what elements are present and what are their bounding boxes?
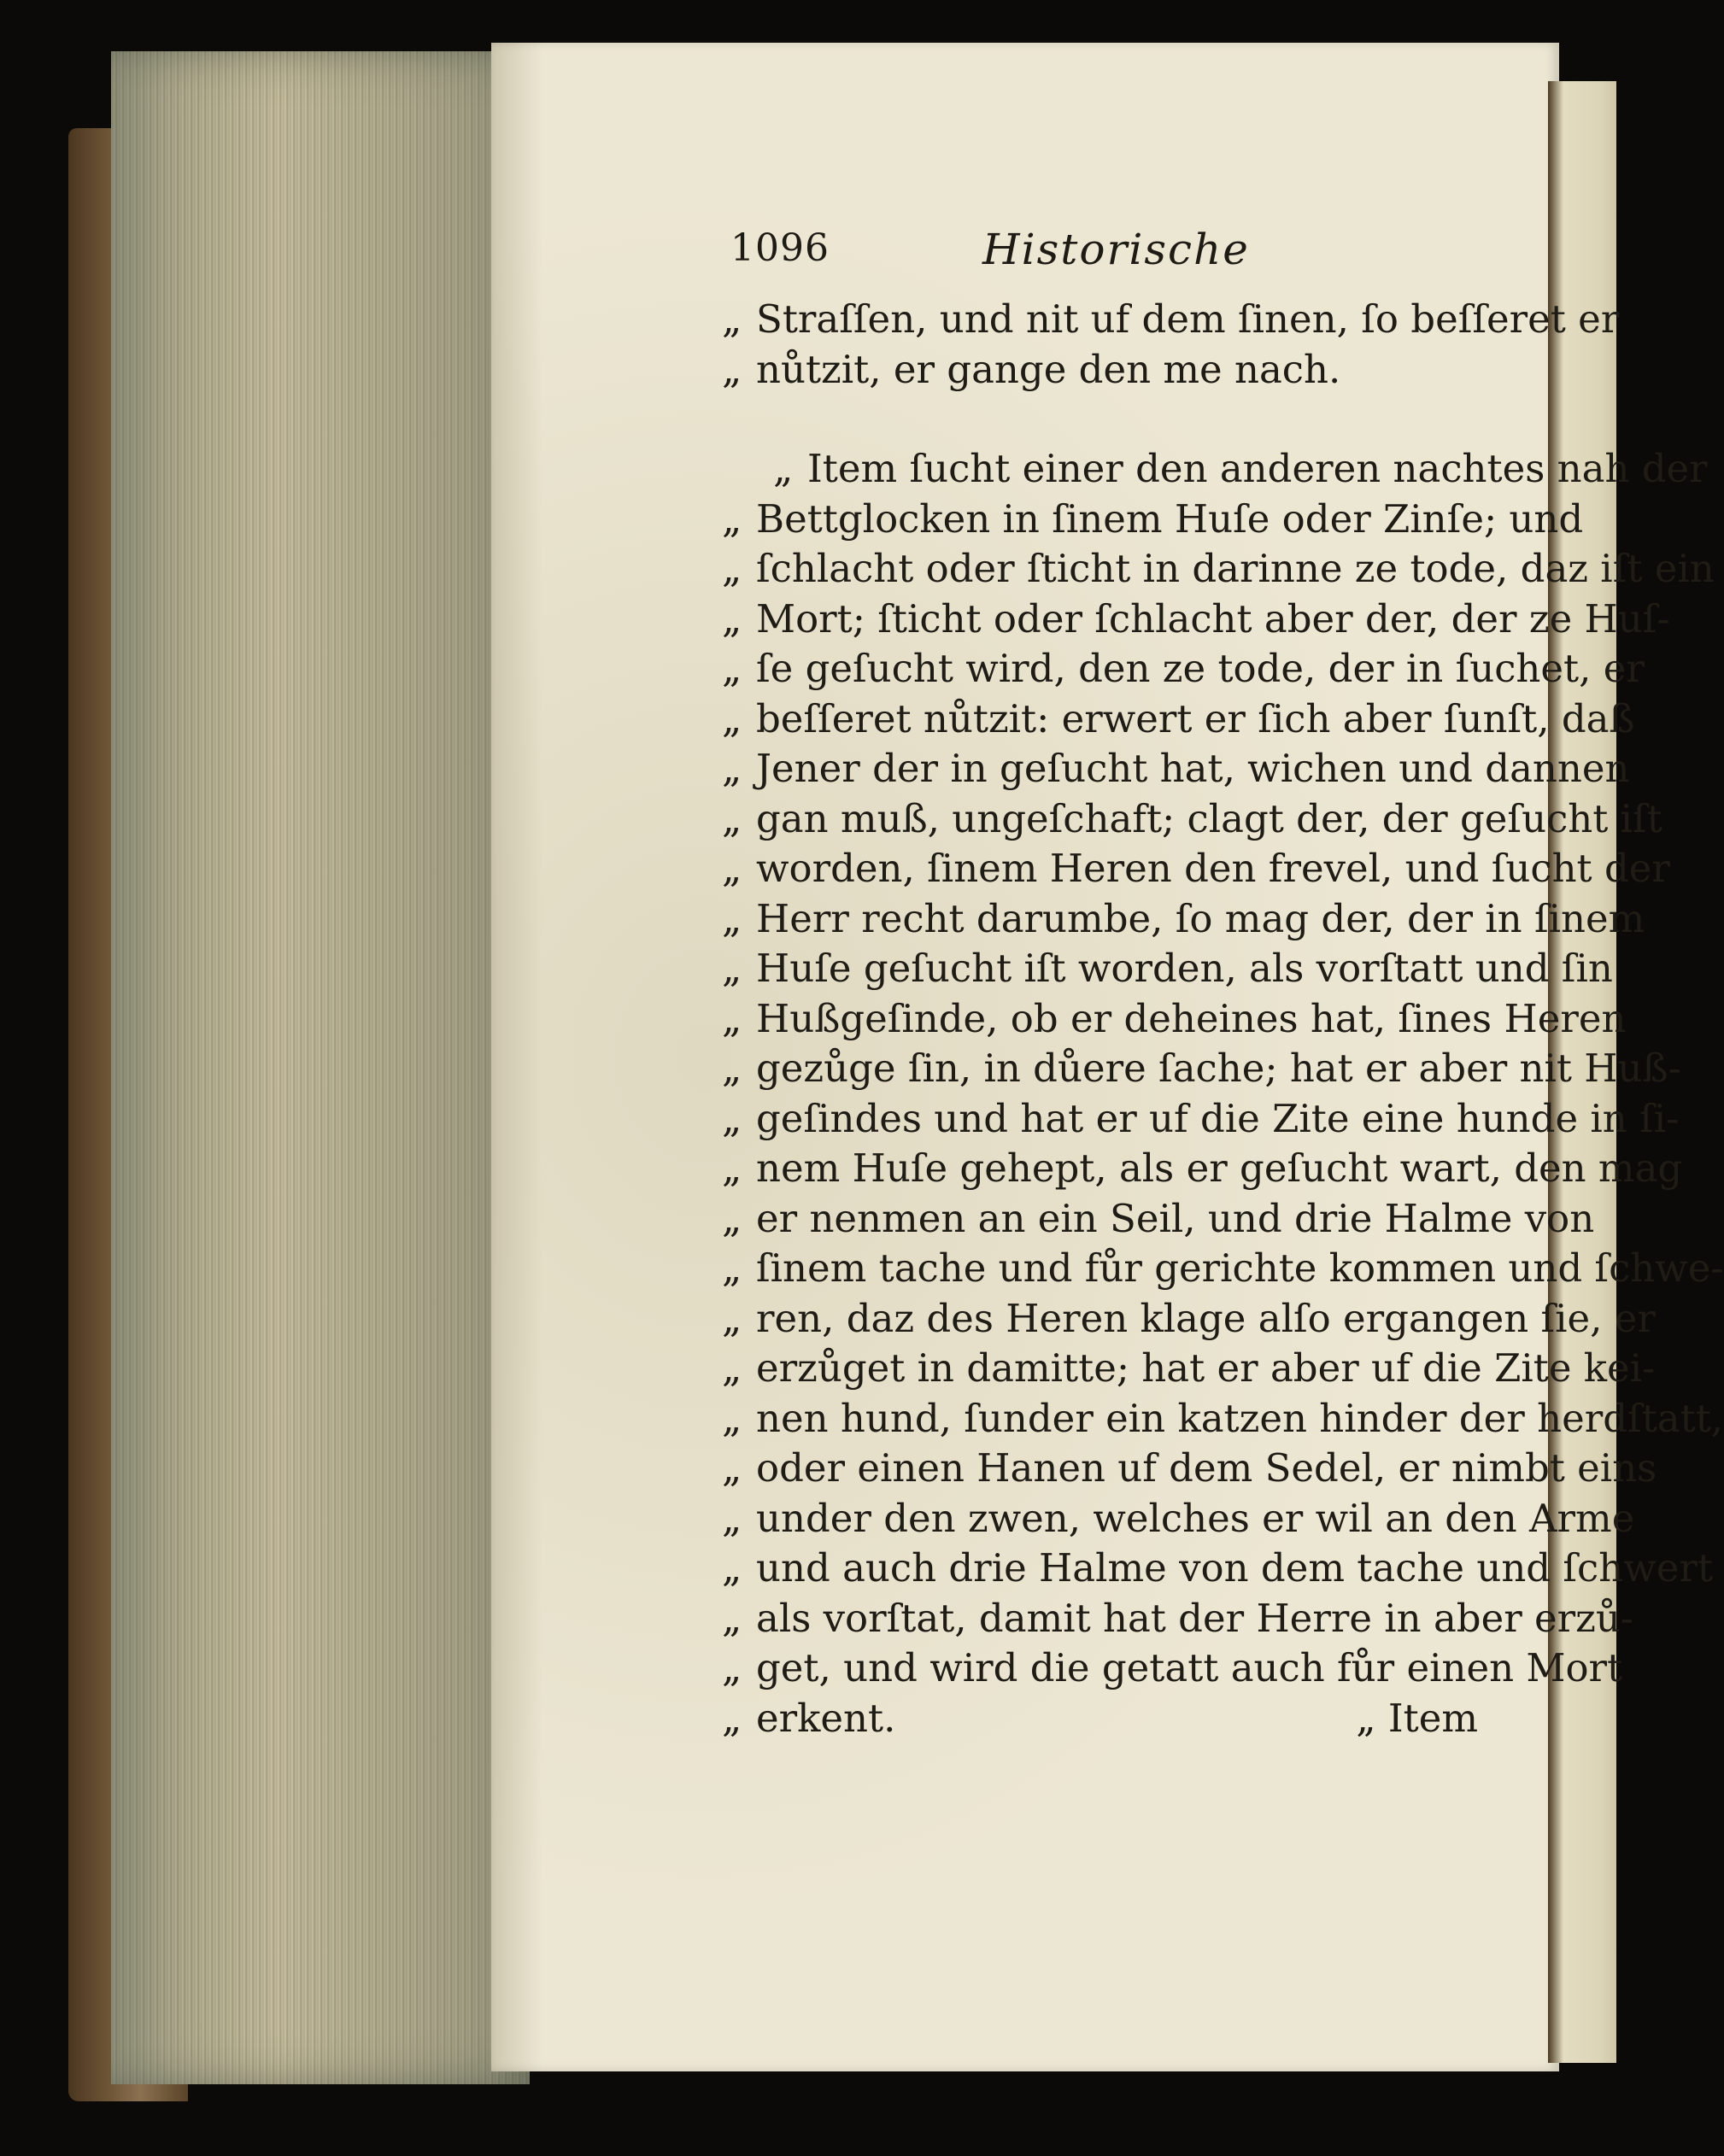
line-text: beſſeret nůtzit: erwert er ſich aber ſunſt, daß (756, 695, 1635, 741)
line-text: Mort; ſticht oder ſchlacht aber der, der ze Huſ- (756, 595, 1670, 642)
page-header (730, 226, 1499, 286)
line-text: ren, daz des Heren klage alſo ergangen ſie, er (756, 1295, 1656, 1341)
quote-mark: „ (722, 1295, 742, 1341)
line-text: nen hund, ſunder ein katzen hinder der herdſtatt, (756, 1395, 1724, 1441)
text-line (722, 595, 1670, 645)
line-text: geſindes und hat er uf die Zite eine hunde in ſi- (756, 1095, 1680, 1141)
text-line (722, 944, 1613, 994)
text-line (722, 444, 1708, 495)
line-text: Hußgeſinde, ob er deheines hat, ſines Heren (756, 995, 1627, 1041)
text-line (722, 694, 1635, 745)
line-text: erkent. (756, 1695, 896, 1741)
line-text: und auch drie Halme von dem tache und ſchwert (756, 1545, 1713, 1591)
quote-mark: „ (722, 1245, 742, 1291)
text-line (722, 1444, 1657, 1494)
quote-mark: „ (722, 1545, 742, 1591)
quote-mark: „ (722, 846, 742, 891)
text-line (722, 744, 1630, 794)
text-line (722, 544, 1715, 595)
text-line (722, 1643, 1623, 1694)
text-line (722, 1294, 1656, 1345)
quote-mark: „ (722, 1345, 742, 1391)
text-line (722, 345, 1551, 395)
quote-mark: „ (722, 595, 742, 642)
line-text: Bettglocken in ſinem Huſe oder Zinſe; und (756, 495, 1584, 542)
line-text: ſchlacht oder ſticht in darinne ze tode, daz iſt ein (756, 546, 1715, 591)
quote-mark: „ (722, 1645, 742, 1690)
text-line (722, 1494, 1635, 1544)
text-line (722, 295, 1620, 345)
line-text: Item ſucht einer den anderen nachtes nah der (807, 446, 1708, 491)
quote-mark: „ (722, 995, 742, 1041)
line-text: under den zwen, welches er wil an den Arme (756, 1495, 1635, 1541)
line-text: gan muß, ungeſchaft; clagt der, der geſucht iſt (756, 795, 1662, 841)
quote-mark: „ (722, 695, 742, 741)
quote-mark: „ (773, 446, 794, 491)
line-text: nem Huſe gehept, als er geſucht wart, den mag (756, 1145, 1683, 1191)
text-line (722, 1094, 1680, 1145)
page-number: 1096 (730, 226, 830, 270)
text-line (722, 1394, 1724, 1444)
line-text: er nenmen an ein Seil, und drie Halme von (756, 1195, 1595, 1241)
line-text: als vorſtat, damit hat der Herre in aber erzů- (756, 1595, 1634, 1641)
quote-mark: „ (722, 1445, 742, 1491)
text-line (722, 1344, 1656, 1394)
text-line (722, 1194, 1595, 1245)
quote-mark: „ (722, 296, 742, 342)
quote-mark: „ (722, 1145, 742, 1191)
text-line (722, 644, 1645, 694)
line-text: worden, ſinem Heren den frevel, und ſucht der (756, 846, 1670, 891)
quote-mark: „ (722, 646, 742, 691)
text-line (722, 994, 1627, 1045)
paragraph-gap (722, 395, 1551, 444)
line-text: Huſe geſucht iſt worden, als vorſtatt und ſin (756, 946, 1613, 991)
line-text: Herr recht darumbe, ſo mag der, der in ſinem (756, 895, 1645, 941)
quote-mark: „ (722, 1095, 742, 1141)
line-text: Jener der in geſucht hat, wichen und dannen (756, 746, 1630, 791)
page-block-shading (111, 51, 530, 2084)
quote-mark: „ (722, 546, 742, 591)
catchword: „ Item (1356, 1695, 1478, 1741)
body-text (722, 295, 1724, 1743)
quote-mark: „ (722, 346, 742, 392)
line-text: ſinem tache und fůr gerichte kommen und ſchwe- (756, 1245, 1724, 1291)
text-line (722, 894, 1645, 945)
quote-mark: „ (722, 1395, 742, 1441)
quote-mark: „ (722, 495, 742, 542)
line-text: erzůget in damitte; hat er aber uf die Zite kei- (756, 1345, 1656, 1391)
quote-mark: „ (722, 946, 742, 991)
text-line (722, 1544, 1713, 1594)
text-line (722, 794, 1662, 845)
line-text: oder einen Hanen uf dem Sedel, er nimbt eins (756, 1445, 1657, 1491)
text-line (722, 1594, 1634, 1644)
quote-mark: „ (722, 895, 742, 941)
quote-mark: „ (722, 746, 742, 791)
text-line (722, 1244, 1724, 1294)
quote-mark: „ (722, 1195, 742, 1241)
running-title: Historische (982, 225, 1250, 274)
text-line (722, 1144, 1683, 1194)
quote-mark: „ (722, 795, 742, 841)
line-text: ſe geſucht wird, den ze tode, der in ſuchet, er (756, 646, 1645, 691)
quote-mark: „ (722, 1495, 742, 1541)
text-line (722, 844, 1670, 894)
quote-mark: „ (722, 1046, 742, 1091)
line-text: nůtzit, er gange den me nach. (756, 346, 1341, 392)
line-text: Straſſen, und nit uf dem ſinen, ſo beſſeret er (756, 296, 1620, 342)
quote-mark: „ (722, 1695, 742, 1741)
text-line (722, 495, 1584, 545)
quote-mark: „ (722, 1595, 742, 1641)
text-line (722, 1694, 1551, 1744)
text-line (722, 1044, 1681, 1094)
line-text: get, und wird die getatt auch fůr einen Mort (756, 1645, 1623, 1690)
line-text: gezůge ſin, in důere ſache; hat er aber nit Huß- (756, 1046, 1681, 1091)
